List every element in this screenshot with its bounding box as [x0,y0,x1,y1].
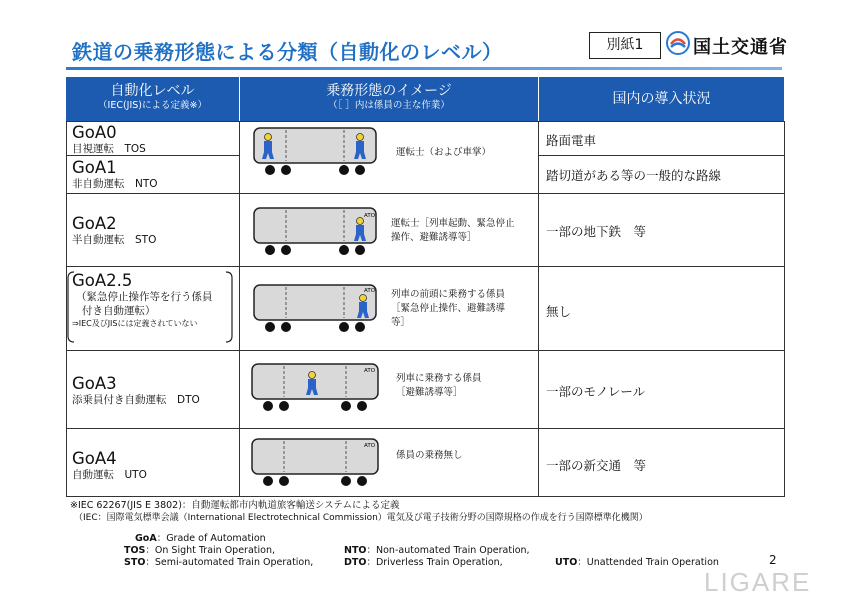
definition-tos-value: ：On Sight Train Operation, [145,545,276,556]
desc-goa4: 係員の乗務無し [396,450,463,461]
header-image-sub: （［ ］内は係員の主な作業） [328,100,450,111]
definition-goa-key: GoA [135,533,157,544]
status-goa2: 一部の地下鉄 等 [546,224,647,239]
definition-sto-value: ：Semi-automated Train Operation, [145,557,314,568]
title-underline [66,67,782,70]
definition-goa [135,533,266,545]
header-image [240,77,538,121]
definition-tos [124,545,275,557]
level-goa1-sub: 非自動運転 NTO [72,178,158,190]
definition-dto-value: ：Driverless Train Operation, [366,557,503,568]
attachment-badge: 別紙1 [589,32,661,59]
desc-goa3-line2: ［避難誘導等］ [396,387,463,398]
definition-dto-key: DTO [344,557,367,568]
header-level [66,77,239,121]
level-goa3 [72,374,200,407]
definition-nto [344,545,530,557]
row-divider-goa3 [66,428,784,429]
level-goa25 [72,271,213,330]
row-divider-goa0-status [539,155,784,156]
desc-goa2-line1: 運転士［列車起動、緊急停止 [391,218,515,229]
train-goa25-ato-label: ATO [364,288,376,294]
level-goa0-sub: 目視運転 TOS [72,143,146,155]
level-goa25-sub1: （緊急停止操作等を行う係員 [76,291,213,303]
ministry-name: 国土交通省 [693,37,788,58]
header-status [539,77,784,121]
status-goa25: 無し [546,304,572,319]
row-divider-goa2 [66,266,784,267]
level-goa1 [72,158,158,191]
definition-dto [344,557,503,569]
footnote-iec-explanation: （IEC：国際電気標準会議（International Electrotechnical Commission）電気及び電子技術分野の国際規格の作成を行う国際標準化機関） [74,513,648,523]
level-goa2-label: GoA2 [72,214,117,233]
definition-tos-key: TOS [124,545,146,556]
row-divider-goa1 [66,193,784,194]
footnote-iec: ※IEC 62267(JIS E 3802)：自動運転都市内軌道旅客輸送システムによる定義 [70,500,400,511]
train-goa3-icon [250,362,382,412]
definition-nto-key: NTO [344,545,367,556]
train-goa01-icon [252,126,382,176]
definition-uto [555,557,719,569]
train-goa4-icon [250,437,382,487]
desc-goa25-line1: 列車の前頭に乗務する係員 [391,289,506,300]
watermark: LIGARE [704,567,812,597]
level-goa3-sub: 添乗員付き自動運転 DTO [72,394,200,406]
level-goa0-label: GoA0 [72,123,117,142]
definition-goa-value: ：Grade of Automation [156,533,266,544]
definition-uto-value: ：Unattended Train Operation [577,557,719,568]
status-goa1: 踏切道がある等の一般的な路線 [546,168,722,183]
header-level-sub: （IEC(JIS)による定義※） [98,100,207,111]
table-border-top [66,121,784,122]
table-border-bottom [66,496,784,497]
status-goa3: 一部のモノレール [546,384,646,399]
page-number: 2 [769,553,777,567]
desc-goa2-line2: 操作、避難誘導等］ [391,232,477,243]
level-goa25-note: ⇒IEC及びJISには定義されていない [72,319,198,328]
level-goa25-label: GoA2.5 [72,271,133,290]
desc-goa3 [396,372,482,400]
desc-goa01: 運転士（および車掌） [396,147,492,158]
level-goa4 [72,449,147,482]
level-goa25-sub2: 付き自動運転） [82,305,156,317]
ministry-logo-icon [666,31,690,55]
desc-goa2 [391,217,515,245]
header-image-label: 乗務形態のイメージ [326,83,452,99]
level-goa3-label: GoA3 [72,374,117,393]
definition-sto [124,557,313,569]
definition-sto-key: STO [124,557,146,568]
page-title: 鉄道の乗務形態による分類（自動化のレベル） [72,40,503,64]
level-goa4-sub: 自動運転 UTO [72,469,147,481]
level-goa2 [72,214,156,247]
train-goa4-ato-label: ATO [364,443,376,449]
level-goa0 [72,123,146,156]
desc-goa25 [391,288,505,330]
train-goa2-icon [252,206,382,256]
train-goa3-ato-label: ATO [364,368,376,374]
level-goa2-sub: 半自動運転 STO [72,234,157,246]
definition-nto-value: ：Non-automated Train Operation, [366,545,530,556]
desc-goa3-line1: 列車に乗務する係員 [396,373,482,384]
level-goa1-label: GoA1 [72,158,117,177]
header-level-label: 自動化レベル [110,83,195,99]
status-goa4: 一部の新交通 等 [546,458,647,473]
train-goa2-ato-label: ATO [364,213,376,219]
train-goa25-icon [252,283,382,333]
column-divider-1 [239,121,240,497]
header-status-label: 国内の導入状況 [612,91,711,107]
desc-goa25-line2: ［緊急停止操作、避難誘導 [391,303,506,314]
status-goa0: 路面電車 [546,133,597,148]
row-divider-goa25 [66,350,784,351]
table-border-right [784,121,785,497]
level-goa4-label: GoA4 [72,449,117,468]
column-divider-2 [538,121,539,497]
desc-goa25-line3: 等］ [391,317,411,328]
definition-uto-key: UTO [555,557,578,568]
